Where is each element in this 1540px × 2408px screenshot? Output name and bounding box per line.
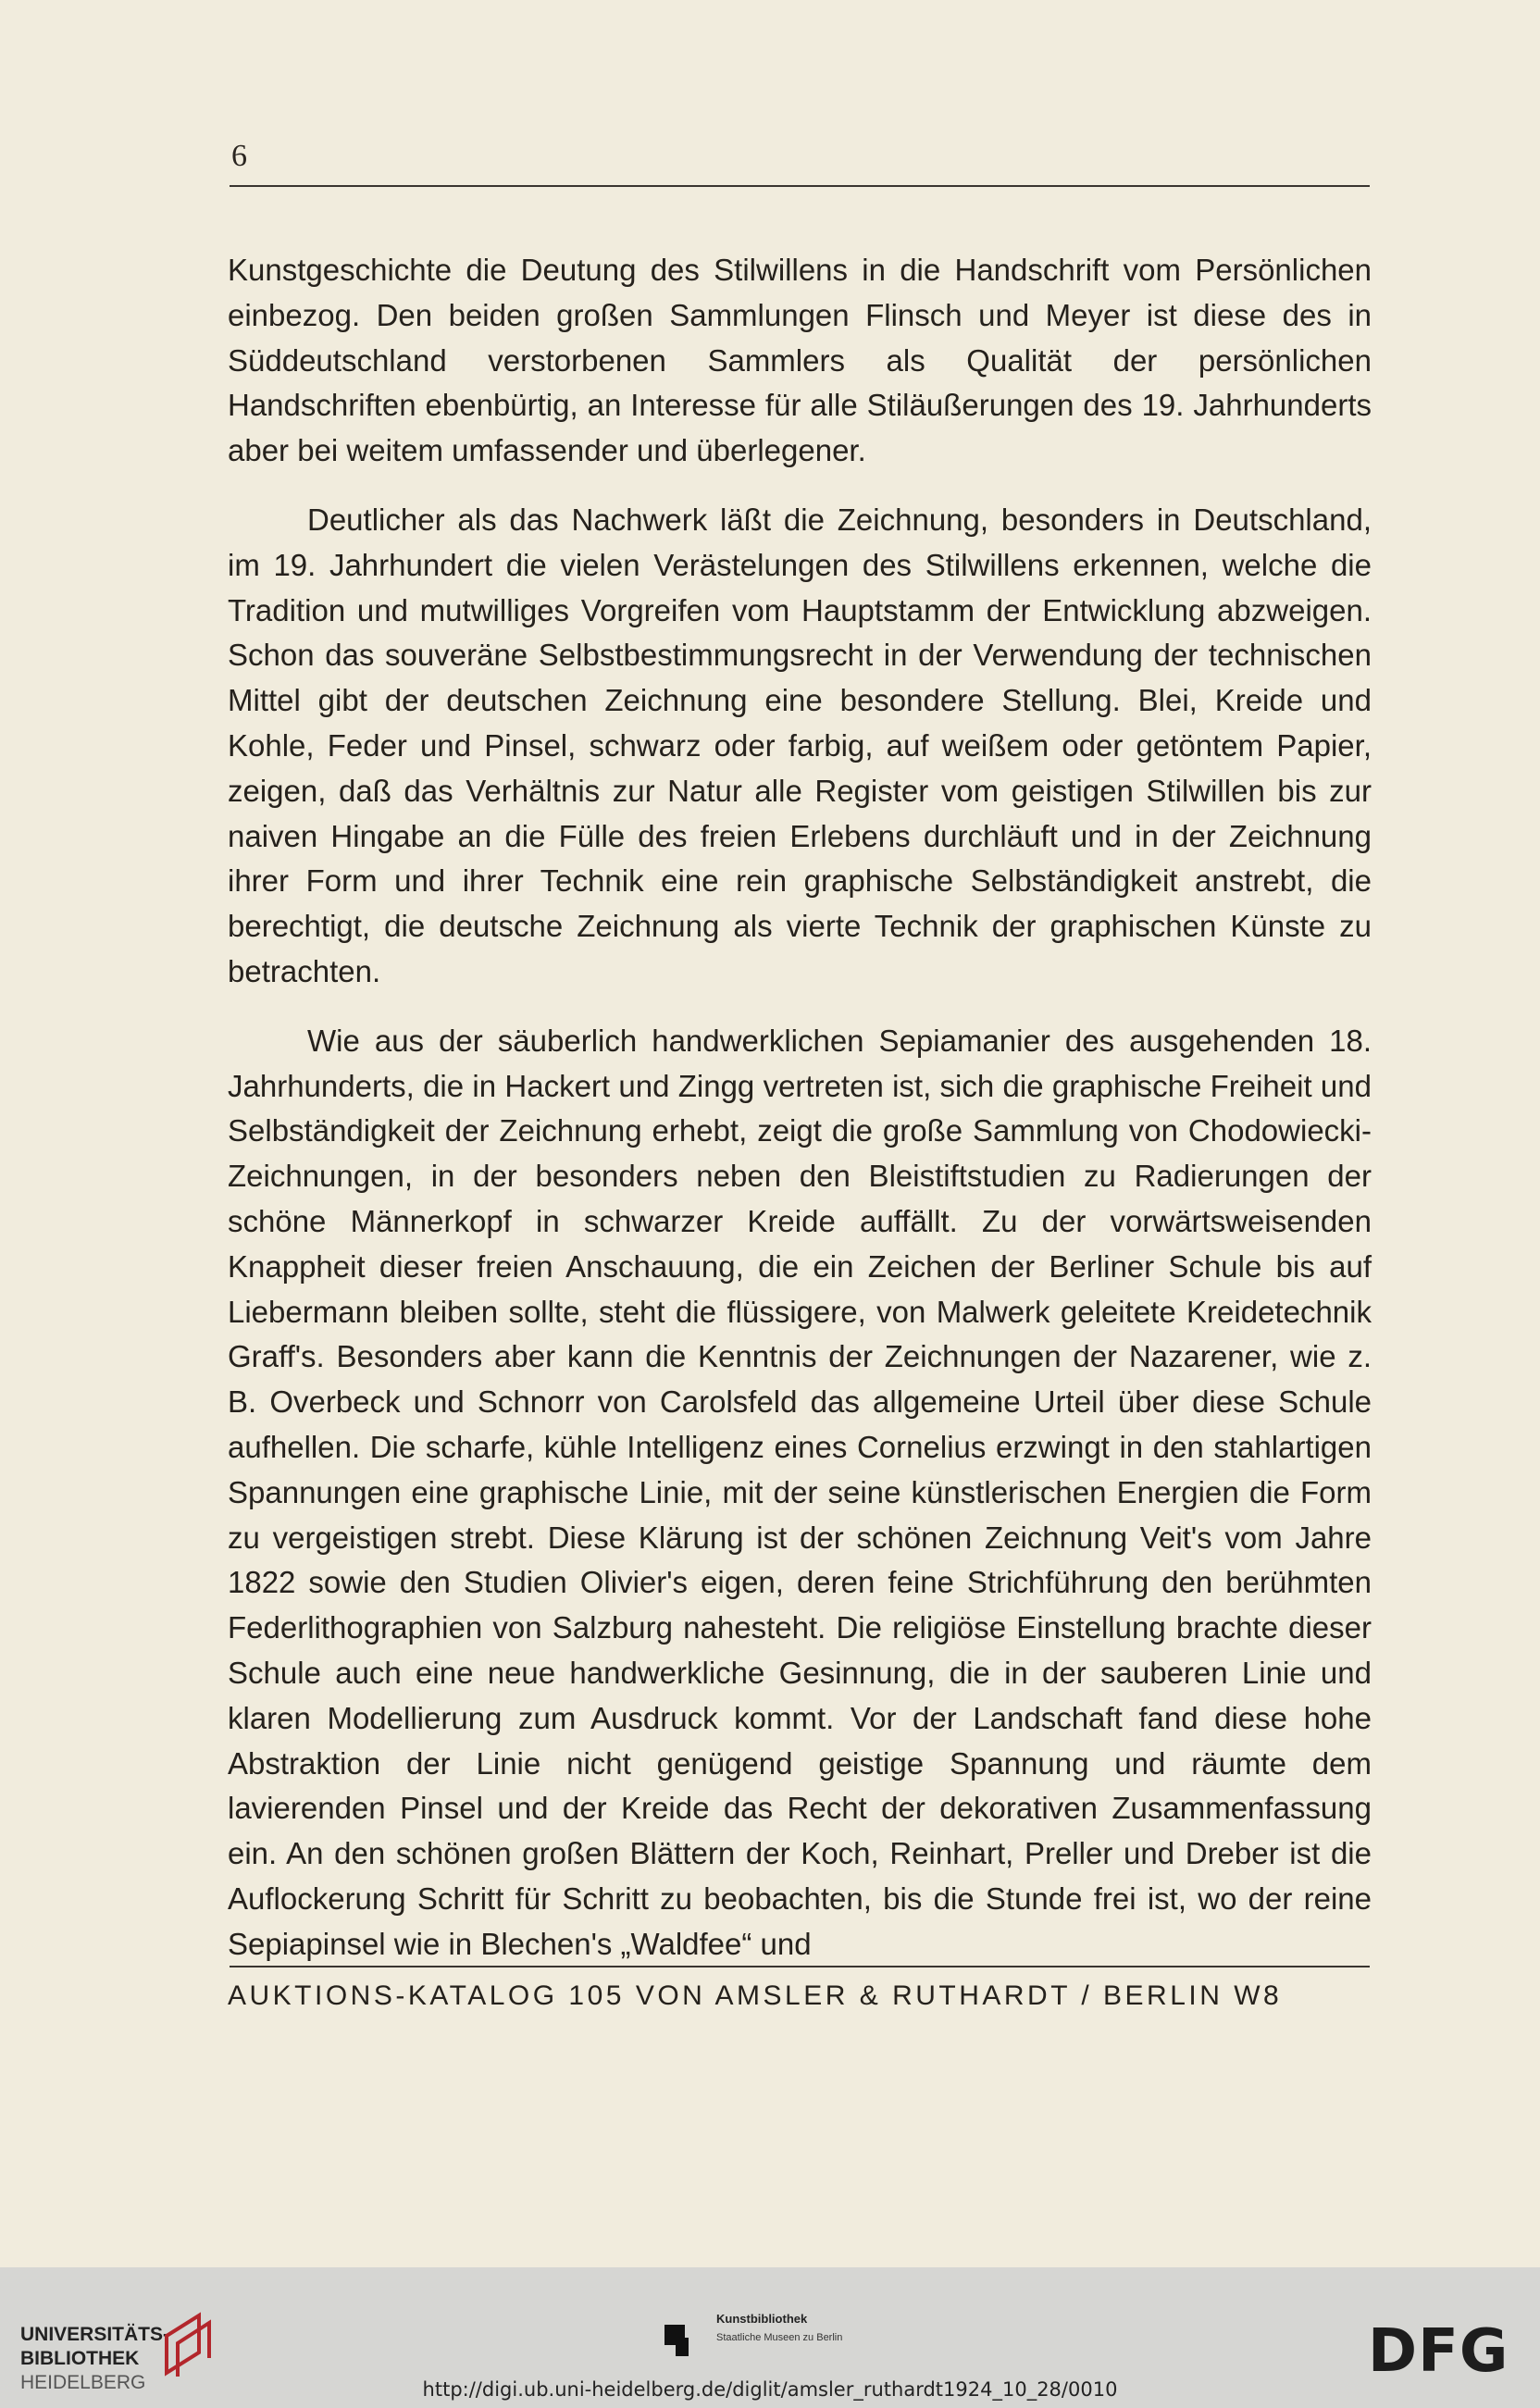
page-number: 6 — [231, 139, 247, 173]
paragraph: Deutlicher als das Nachwerk läßt die Zeichnung, besonders in Deutschland, im 19. Jahrhundert die vielen Verästelungen des Stilwillens erkennen, welche die Tradition und mutwilliges Vorgreifen vom Hauptstamm der Entwicklung abzweigen. Schon das souveräne Selbstbestimmungsrecht in der Verwendung der technischen Mittel gibt der deutschen Zeichnung eine besondere Stellung. Blei, Kreide und Kohle, Feder und Pinsel, schwarz oder farbig, auf weißem oder getöntem Papier, zeigen, daß das Verhältnis zur Natur alle Register vom geistigen Stilwillen bis zur naiven Hingabe an die Fülle des freien Erlebens durchläuft und in der Zeichnung ihrer Form und ihrer Technik eine rein graphische Selbständigkeit anstrebt, die berechtigt, die deutsche Zeichnung als vierte Technik der graphischen Künste zu betrachten. — [228, 502, 1372, 988]
header-rule — [230, 185, 1370, 187]
dfg-logo[interactable]: DFG — [1368, 2317, 1509, 2386]
source-url-link[interactable]: http://digi.ub.uni-heidelberg.de/diglit/amsler_ruthardt1924_10_28/0010 — [422, 2378, 1118, 2401]
ub-emblem-icon — [157, 2308, 222, 2382]
kunstbibliothek-subtitle: Staatliche Museen zu Berlin — [716, 2332, 843, 2343]
paragraph: Kunstgeschichte die Deutung des Stilwillens in die Handschrift vom Persönlichen einbezog. Den beiden großen Sammlungen Flinsch und Meyer ist diese des in Süddeutschland verstorbenen Sammlers als Qualität der persönlichen Handschriften ebenbürtig, an Interesse für alle Stiläußerungen des 19. Jahrhunderts aber bei weitem umfassender und überlegener. — [228, 253, 1372, 468]
catalog-footer: AUKTIONS-KATALOG 105 VON AMSLER & RUTHARDT / BERLIN W8 — [228, 1980, 1283, 2011]
ub-heidelberg-logo[interactable]: UNIVERSITÄTS- BIBLIOTHEK HEIDELBERG — [20, 2324, 170, 2393]
footer-rule — [230, 1966, 1370, 1967]
kunstbibliothek-icon — [659, 2321, 696, 2358]
body-text — [228, 248, 1372, 1991]
paragraph: Wie aus der säuberlich handwerklichen Sepiamanier des ausgehenden 18. Jahrhunderts, die in Hackert und Zingg vertreten ist, sich die graphische Freiheit und Selbständigkeit der Zeichnung erhebt, zeigt die große Sammlung von Chodowiecki-Zeichnungen, in der besonders neben den Bleistiftstudien zu Radierungen der schöne Männerkopf in schwarzer Kreide auffällt. Zu der vorwärtsweisenden Knappheit dieser freien Anschauung, die ein Zeichen der Berliner Schule bis auf Liebermann bleiben sollte, steht die flüssigere, von Malwerk geleitete Kreidetechnik Graff's. Besonders aber kann die Kenntnis der Zeichnungen der Nazarener, wie z. B. Overbeck und Schnorr von Carolsfeld das allgemeine Urteil über diese Schule aufhellen. Die scharfe, kühle Intelligenz eines Cornelius erzwingt in den stahlartigen Spannungen eine graphische Linie, mit der seine künstlerischen Energien die Form zu vergeistigen strebt. Diese Klärung ist der schönen Zeichnung Veit's vom Jahre 1822 sowie den Studien Olivier's eigen, deren feine Strichführung den berühmten Federlithographien von Salzburg nahesteht. Die religiöse Einstellung brachte dieser Schule auch eine neue handwerkliche Gesinnung, die in der sauberen Linie und klaren Modellierung zum Ausdruck kommt. Vor der Landschaft fand diese hohe Abstraktion der Linie nicht genügend geistige Spannung und räumte dem lavierenden Pinsel und der Kreide das Recht der dekorativen Zusammenfassung ein. An den schönen großen Blättern der Koch, Reinhart, Preller und Dreber ist die Auflockerung Schritt für Schritt zu beobachten, bis die Stunde frei ist, wo der reine Sepiapinsel wie in Blechen's „Waldfee“ und — [228, 1023, 1372, 1961]
kunstbibliothek-title: Kunstbibliothek — [716, 2312, 808, 2326]
